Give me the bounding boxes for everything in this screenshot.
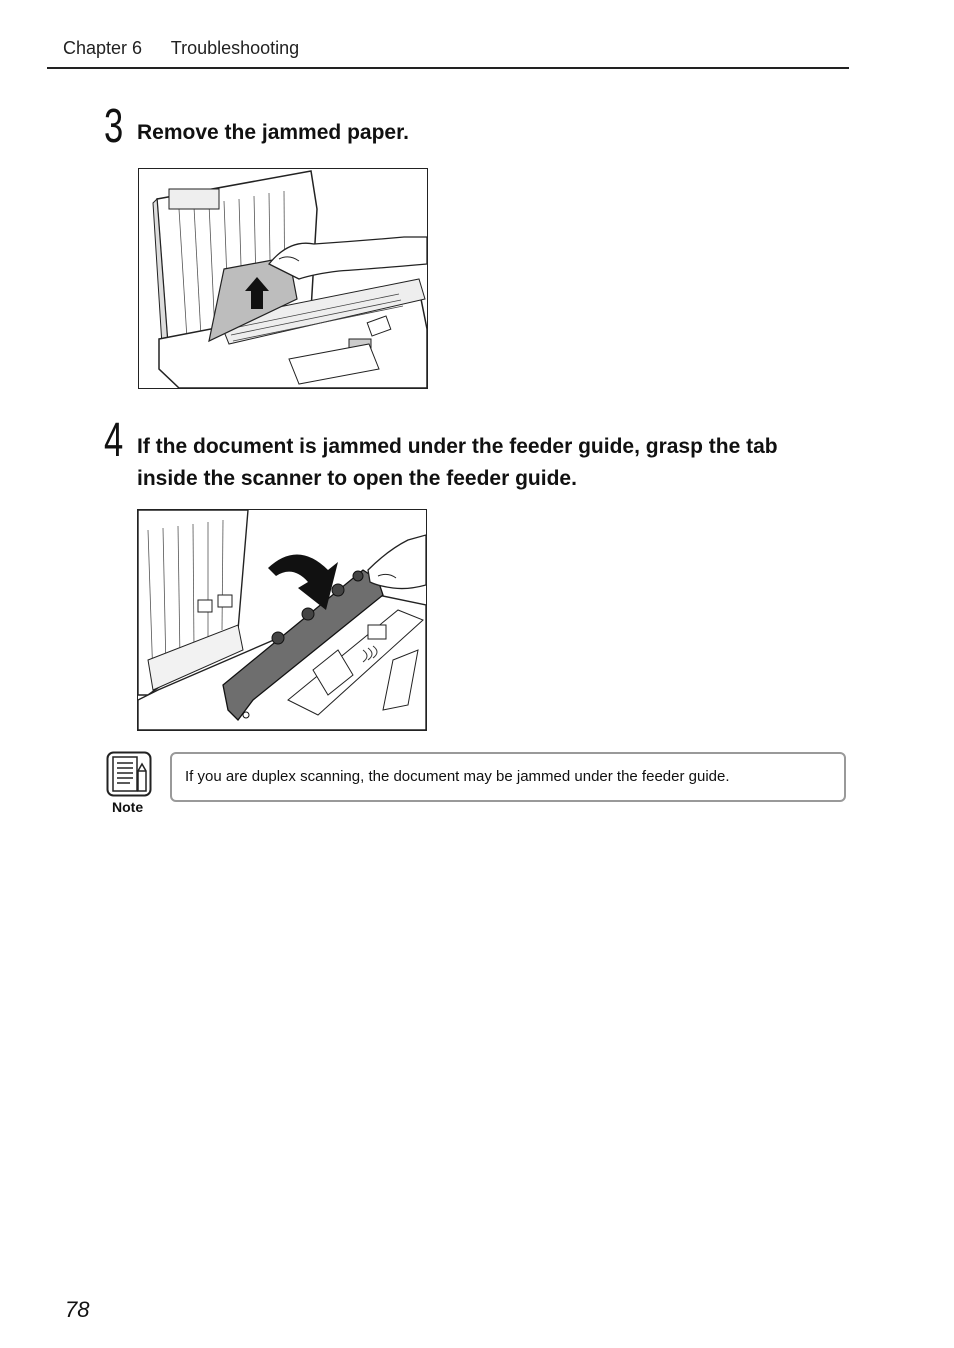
note-box bbox=[170, 752, 846, 802]
step-number-3: 3 bbox=[104, 100, 124, 153]
note-icon bbox=[106, 751, 152, 797]
page-number: 78 bbox=[65, 1297, 90, 1322]
step-3-instruction: Remove the jammed paper. bbox=[137, 121, 409, 144]
step-number-4: 4 bbox=[104, 414, 124, 467]
open-feeder-guide-illustration bbox=[137, 509, 427, 731]
note-label: Note bbox=[112, 799, 144, 815]
running-header bbox=[63, 38, 323, 59]
note-text: If you are duplex scanning, the document may be jammed under the feeder guide. bbox=[185, 768, 730, 785]
chapter-label: Chapter 6 bbox=[63, 38, 143, 58]
step-4-instruction-line1: If the document is jammed under the feeder guide, grasp the tab bbox=[137, 435, 778, 458]
step-4-instruction-line2: inside the scanner to open the feeder guide. bbox=[137, 467, 577, 490]
remove-jammed-paper-illustration bbox=[138, 168, 428, 389]
chapter-title: Troubleshooting bbox=[170, 38, 300, 58]
header-divider bbox=[47, 67, 849, 69]
